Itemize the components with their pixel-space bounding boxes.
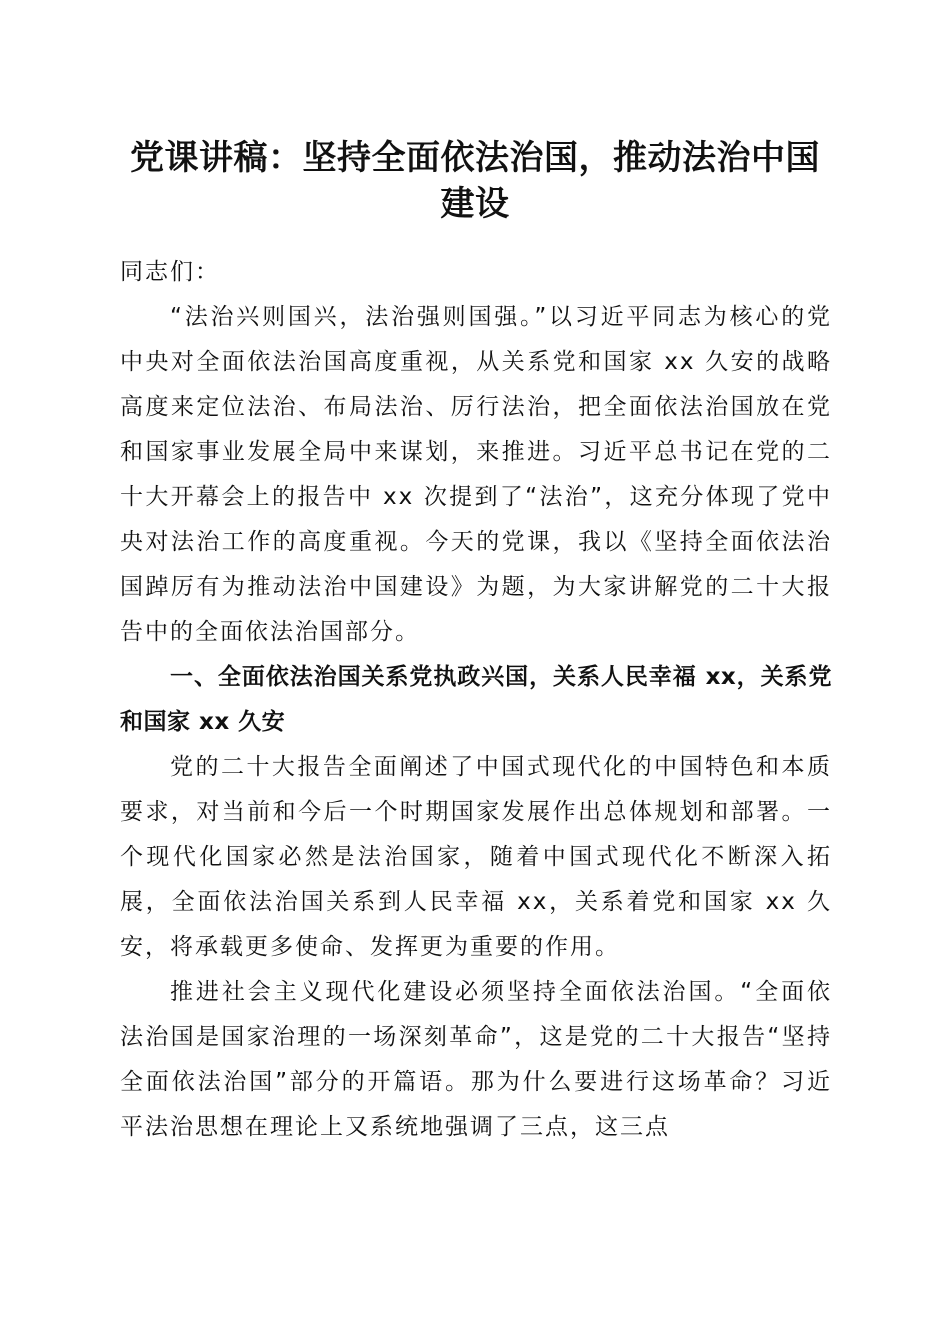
section-heading-1: 一、全面依法治国关系党执政兴国，关系人民幸福 xx，关系党和国家 xx 久安 [120, 664, 832, 735]
title-line-1: 党课讲稿：坚持全面依法治国，推动法治中国 [130, 138, 820, 178]
intro-paragraph: “法治兴则国兴，法治强则国强。”以习近平同志为核心的党中央对全面依法治国高度重视，从关系党和国家 xx 久安的战略高度来定位法治、布局法治、厉行法治，把全面依法治国放在党和国家事业发展全局中来谋划，来推进。习近平总书记在党的二十大开幕会上的报告中 xx 次提到了“法治”，这充分体现了党中央对法治工作的高度重视。今天的党课，我以《坚持全面依法治国踔厉有为推动法治中国建设》为题，为大家讲解党的二十大报告中的全面依法治国部分。 [120, 304, 832, 645]
section-paragraph: 推进社会主义现代化建设必须坚持全面依法治国。“全面依法治国是国家治理的一场深刻革命”，这是党的二十大报告“坚持全面依法治国”部分的开篇语。那为什么要进行这场革命？习近平法治思想在理论上又系统地强调了三点，这三点 [120, 979, 832, 1140]
document-body [120, 250, 832, 1150]
section-paragraph: 党的二十大报告全面阐述了中国式现代化的中国特色和本质要求，对当前和今后一个时期国家发展作出总体规划和部署。一个现代化国家必然是法治国家，随着中国式现代化不断深入拓展，全面依法治国关系到人民幸福 xx，关系着党和国家 xx 久安，将承载更多使命、发挥更为重要的作用。 [120, 754, 832, 960]
salutation: 同志们： [120, 259, 220, 285]
document-title [100, 135, 850, 227]
title-line-2: 建设 [440, 184, 510, 224]
